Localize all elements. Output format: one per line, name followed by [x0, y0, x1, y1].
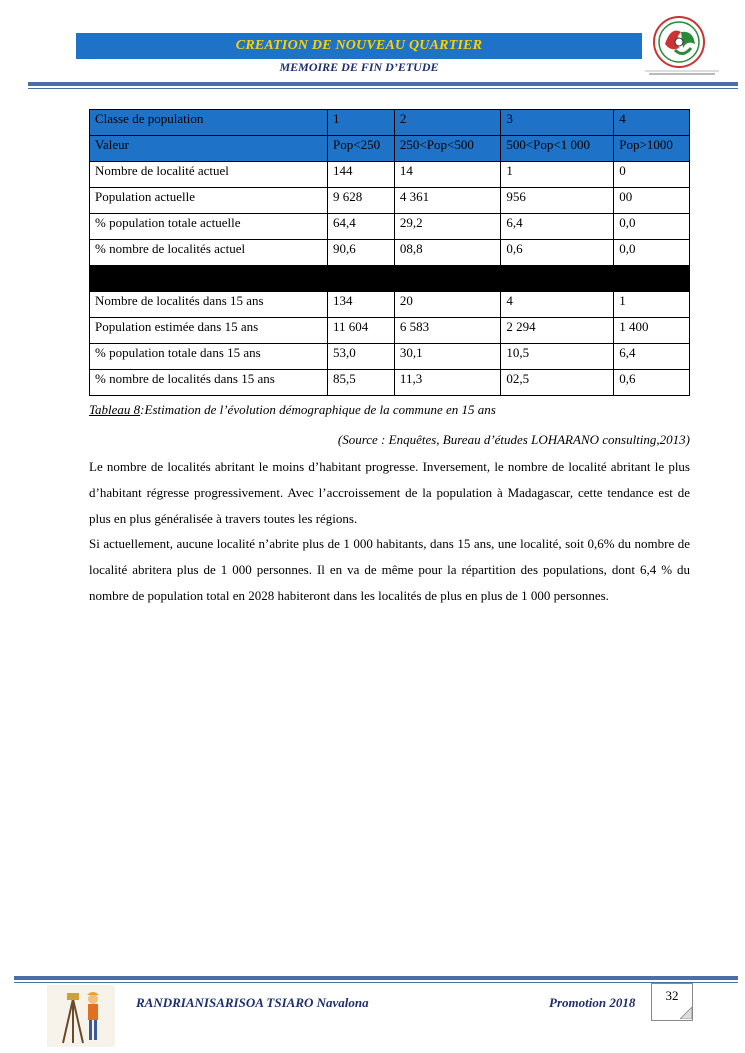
table-row [90, 292, 690, 318]
table-cell: 2 [394, 110, 500, 136]
header-subtitle: MEMOIRE DE FIN D’ETUDE [279, 60, 439, 74]
table-row-label: Nombre de localités dans 15 ans [90, 292, 328, 318]
footer-rule-thick [14, 976, 738, 980]
table-cell: 3 [501, 110, 614, 136]
table-separator-row [90, 266, 690, 292]
table-cell: 10,5 [501, 344, 614, 370]
caption-label: Tableau 8 [89, 402, 141, 417]
table-cell: Pop<250 [328, 136, 395, 162]
table-cell: 500<Pop<1 000 [501, 136, 614, 162]
caption-text: :Estimation de l’évolution démographique de la commune en 15 ans [140, 402, 496, 417]
table-cell: 0,0 [614, 214, 690, 240]
table-cell: 1 [501, 162, 614, 188]
table-row-label: Valeur [90, 136, 328, 162]
page-fold-icon [680, 1007, 692, 1019]
table-row-label [90, 266, 328, 292]
table-cell: 90,6 [328, 240, 395, 266]
table-cell: 30,1 [394, 344, 500, 370]
table-row-label: Classe de population [90, 110, 328, 136]
table-cell: 250<Pop<500 [394, 136, 500, 162]
table-cell: 64,4 [328, 214, 395, 240]
table-row-label: % nombre de localités actuel [90, 240, 328, 266]
table-cell: 9 628 [328, 188, 395, 214]
paragraph: Le nombre de localités abritant le moins d’habitant progresse. Inversement, le nombre de localité abritant le plus d’habitant régresse progressivement. Avec l’accroissement de la population à Madagascar, cette tendance est de plus en plus généralisée à travers toutes les régions. [89, 459, 690, 526]
table-cell [614, 266, 690, 292]
surveyor-tripod-icon [47, 985, 115, 1047]
table-cell: 53,0 [328, 344, 395, 370]
table-cell: 0 [614, 162, 690, 188]
table-cell: Pop>1000 [614, 136, 690, 162]
footer-author: RANDRIANISARISOA TSIARO Navalona [136, 995, 369, 1010]
table-cell: 1 [328, 110, 395, 136]
table-row-label: % population totale actuelle [90, 214, 328, 240]
table-row-label: % nombre de localités dans 15 ans [90, 370, 328, 396]
table-cell [501, 266, 614, 292]
table-cell: 14 [394, 162, 500, 188]
table-cell: 4 [501, 292, 614, 318]
table-cell: 1 400 [614, 318, 690, 344]
table-row [90, 188, 690, 214]
table-cell: 6 583 [394, 318, 500, 344]
table-cell: 00 [614, 188, 690, 214]
table-source: (Source : Enquêtes, Bureau d’études LOHARANO consulting,2013) [337, 432, 690, 447]
table-cell [328, 266, 395, 292]
table-cell: 956 [501, 188, 614, 214]
table-row [90, 240, 690, 266]
table-cell: 0,6 [501, 240, 614, 266]
table-cell: 85,5 [328, 370, 395, 396]
table-cell: 02,5 [501, 370, 614, 396]
table-cell: 20 [394, 292, 500, 318]
table-cell: 1 [614, 292, 690, 318]
header-rule-thick [28, 82, 738, 86]
paragraph: Si actuellement, aucune localité n’abrite plus de 1 000 habitants, dans 15 ans, une localité, soit 0,6% du nombre de localité abritera plus de 1 000 personnes. Il en va de même pour la répartition des populations, dont 6,4 % du nombre de population total en 2028 habiteront dans les localités de plus en plus de 1 000 personnes. [89, 536, 690, 603]
table-cell: 11,3 [394, 370, 500, 396]
university-seal-icon [641, 14, 723, 78]
header-bar [76, 33, 642, 59]
table-row [90, 162, 690, 188]
table-cell: 0,0 [614, 240, 690, 266]
table-row-label: Population actuelle [90, 188, 328, 214]
page-number: 32 [651, 983, 693, 1021]
table-cell: 144 [328, 162, 395, 188]
table-cell: 0,6 [614, 370, 690, 396]
table-cell: 4 361 [394, 188, 500, 214]
table-caption [89, 402, 496, 418]
table-cell: 134 [328, 292, 395, 318]
table-row [90, 318, 690, 344]
table-row [90, 344, 690, 370]
table-row-label: % population totale dans 15 ans [90, 344, 328, 370]
table-cell: 2 294 [501, 318, 614, 344]
table-cell: 6,4 [501, 214, 614, 240]
footer-rule-thin [14, 982, 738, 983]
table-row [90, 110, 690, 136]
footer-promotion: Promotion 2018 [549, 995, 636, 1010]
table-cell: 08,8 [394, 240, 500, 266]
table-cell: 4 [614, 110, 690, 136]
header-rule-thin [28, 88, 738, 89]
table-cell: 6,4 [614, 344, 690, 370]
table-row [90, 136, 690, 162]
table-cell: 29,2 [394, 214, 500, 240]
table-row-label: Nombre de localité actuel [90, 162, 328, 188]
population-table [89, 109, 690, 396]
table-cell [394, 266, 500, 292]
table-row [90, 370, 690, 396]
table-row-label: Population estimée dans 15 ans [90, 318, 328, 344]
header-title: CREATION DE NOUVEAU QUARTIER [235, 38, 483, 53]
table-row [90, 214, 690, 240]
table-cell: 11 604 [328, 318, 395, 344]
